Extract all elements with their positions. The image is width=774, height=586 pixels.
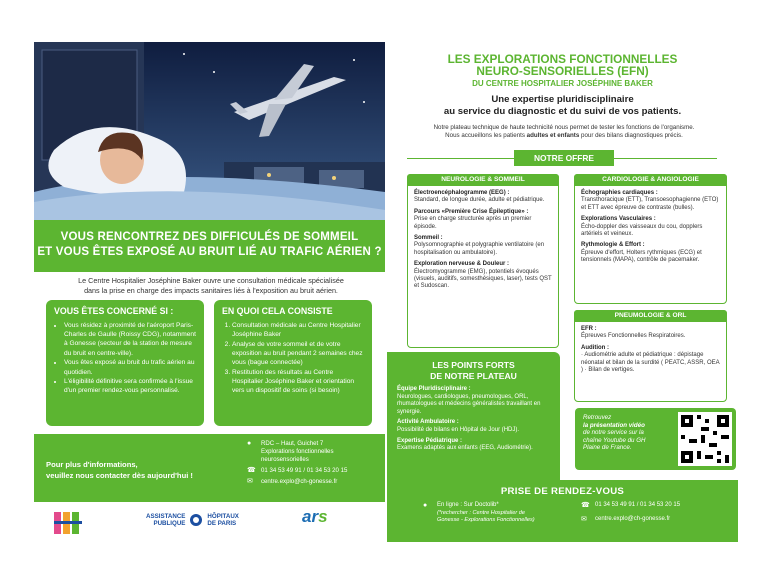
page-title: [387, 54, 738, 77]
right-page: [387, 42, 738, 542]
tagline-line: Une expertise pluridisciplinaire: [491, 94, 634, 105]
offre-heading: NOTRE OFFRE: [514, 150, 614, 166]
service-text: Écho-doppler des vaisseaux du cou, dopplers artériels et veineux.: [581, 223, 703, 238]
intro-line-1: Le Centre Hospitalier Joséphine Baker ouvre une consultation médicale spécialisée: [78, 276, 344, 285]
contact-phone[interactable]: 01 34 53 49 91 / 01 34 53 20 15: [261, 467, 348, 474]
concerne-title: VOUS ÊTES CONCERNÉ SI :: [54, 306, 174, 316]
phone-icon: ☎: [581, 502, 590, 509]
video-text: [583, 414, 675, 452]
consiste-title: EN QUOI CELA CONSISTE: [222, 306, 333, 316]
banner-line-1: VOUS RENCONTREZ DES DIFFICULÉS DE SOMMEIL: [60, 231, 359, 243]
address-line: RDC – Haut, Guichet 7: [261, 440, 324, 447]
page-subtitle: DU CENTRE HOSPITALIER JOSÉPHINE BAKER: [472, 79, 653, 88]
intro-text: [46, 276, 376, 296]
service-text: Épreuve d'effort, Holters rythmiques (ECG) et tensionnels (MAPA), contrôle de pacemaker.: [581, 249, 702, 264]
service-heading: Exploration nerveuse & Douleur :: [414, 261, 510, 268]
intro-line-2: dans la prise en charge des impacts sanitaires liés à l'exposition au bruit aérien.: [84, 286, 338, 295]
email-icon: ✉: [247, 478, 253, 485]
appointment-title: PRISE DE RENDEZ-VOUS: [500, 486, 625, 497]
service-text: Prise en charge structurée après un premier épisode.: [414, 216, 532, 230]
forts-text: Possibilité de bilans en Hôpital de Jour (HDJ).: [397, 426, 520, 433]
address-line: neurosensorielles: [261, 456, 309, 463]
service-heading: Audition :: [581, 344, 609, 351]
qr-code[interactable]: [678, 412, 732, 466]
service-heading: EFR :: [581, 326, 597, 332]
hero-image: [34, 42, 385, 220]
service-heading: Parcours «Première Crise Épileptique» :: [414, 208, 529, 215]
online-link[interactable]: En ligne : Sur Doctolib*: [437, 502, 499, 508]
appointment-bar: [387, 480, 738, 542]
ars-text: s: [318, 507, 328, 526]
forts-heading: Activité Ambulatoire :: [397, 419, 459, 426]
consiste-card: [214, 300, 372, 426]
email-icon: ✉: [581, 515, 587, 523]
question-banner: [34, 220, 385, 272]
pneumo-box: [574, 310, 727, 402]
service-heading: Électroencéphalogramme (EEG) :: [414, 190, 510, 196]
video-line: de notre service sur la: [583, 429, 644, 437]
forts-title-line: LES POINTS FORTS: [432, 360, 515, 370]
list-item: • Vous êtes exposé au bruit du trafic aérien au quotidien.: [64, 358, 196, 376]
aphp-logo: [146, 513, 239, 527]
description: [399, 124, 729, 141]
left-page: [34, 42, 385, 542]
appointment-contact: [581, 502, 680, 529]
ars-text: ar: [302, 507, 319, 526]
address-line: Explorations fonctionnelles: [261, 448, 334, 455]
forts-heading: Équipe Pluridisciplinaire :: [397, 386, 471, 392]
title-line: NEURO-SENSORIELLES (EFN): [476, 63, 649, 78]
list-item: • Vous résidez à proximité de l'aéroport Paris-Charles de Gaulle (Roissy CDG), notamment à Gonesse (secteur de la station de mesure du bruit en centre-ville).: [64, 321, 196, 358]
service-text: Standard, de longue durée, adulte et pédiatrique.: [414, 197, 545, 204]
desc-emphasis: adultes et enfants: [526, 132, 580, 140]
video-promo: [575, 408, 736, 470]
list-item: 1. Consultation médicale au Centre Hospitalier Joséphine Baker: [232, 321, 364, 339]
contact-text: [46, 459, 193, 481]
list-item: 3. Restitution des résultats au Centre Hospitalier Joséphine Baker et orientation vers un dispositif de soins (si besoin): [232, 368, 364, 396]
service-heading: Rythmologie & Effort :: [581, 242, 645, 249]
tagline-line: au service du diagnostic et du suivi de vos patients.: [443, 105, 682, 117]
contact-line-2: veuillez nous contacter dès aujourd'hui !: [46, 471, 193, 480]
appointment-phone[interactable]: 01 34 53 49 91 / 01 34 53 20 15: [595, 502, 681, 508]
forts-text: Examens adaptés aux enfants (EEG, Audiométrie).: [397, 445, 533, 452]
aphp-text: PUBLIQUE: [153, 520, 186, 527]
forts-text: Neurologues, cardiologues, pneumologues, ORL, rhumatologues et médecins généralistes travaillant en synergie.: [397, 393, 541, 415]
ars-logo: [302, 507, 328, 527]
partner-logos: [34, 505, 385, 542]
service-text: Transthoracique (ETT), Transoesophagienne (ETO) et ETT avec épreuve de contraste (bulles).: [581, 197, 719, 211]
tagline: [387, 94, 738, 117]
aphp-text: ASSISTANCE: [146, 513, 186, 520]
service-text: Électromyogramme (EMG), potentiels évoqués (visuels, auditifs, somesthésiques, laser), tests QST et Sudoscan.: [414, 268, 552, 290]
hospital-logo: [52, 509, 86, 537]
list-item: 2. Analyse de votre sommeil et de votre exposition au bruit pendant 2 semaines chez vous (bague connectée): [232, 340, 364, 368]
appointment-online: [423, 502, 535, 531]
service-heading: Échographies cardiaques :: [581, 190, 658, 196]
desc-text: pour des bilans diagnostiques précis.: [579, 132, 683, 140]
service-heading: Explorations Vasculaires :: [581, 216, 656, 223]
list-item: • L'éligibilité définitive sera confirmée à l'issue d'un premier rendez-vous personnalisé.: [64, 377, 196, 395]
cardio-title: CARDIOLOGIE & ANGIOLOGIE: [574, 174, 727, 186]
video-line: la présentation vidéo: [583, 421, 645, 429]
title-line: LES EXPLORATIONS FONCTIONNELLES: [447, 52, 678, 66]
pneumo-title: PNEUMOLOGIE & ORL: [574, 310, 727, 322]
service-text: · Audiométrie adulte et pédiatrique : dépistage néonatal et bilan de la surdité ( PEATC, ASSR, OEA ) · Bilan de vertiges.: [581, 352, 720, 374]
neuro-box: [407, 174, 559, 348]
hero-illustration: [34, 42, 385, 220]
banner-line-2: ET VOUS ÊTES EXPOSÉ AU BRUIT LIÉ AU TRAFIC AÉRIEN ?: [37, 246, 382, 258]
online-note: Gonesse - Explorations Fonctionnelles): [437, 517, 535, 524]
contact-line-1: Pour plus d'informations,: [46, 460, 138, 469]
service-text: Polysomnographie et polygraphie ventilatoire (en hospitalisation ou ambulatoire).: [414, 242, 545, 256]
desc-line: Notre plateau technique de haute technicité nous permet de tester les fonctions de l'organisme.: [433, 124, 695, 131]
service-heading: Sommeil :: [414, 235, 443, 242]
video-line: chaîne Youtube du GH: [583, 436, 646, 444]
aphp-emblem-icon: [189, 513, 203, 527]
person-icon: ●: [247, 440, 252, 447]
video-line: Plaine de France.: [583, 444, 632, 452]
online-note: (*rechercher : Centre Hospitalier de: [437, 509, 525, 516]
service-text: Épreuves Fonctionnelles Respiratoires.: [581, 333, 686, 340]
aphp-text: HÔPITAUX: [207, 513, 239, 520]
appointment-email[interactable]: centre.explo@ch-gonesse.fr: [595, 515, 671, 522]
phone-icon: ☎: [247, 467, 256, 474]
concerne-card: [46, 300, 204, 426]
contact-bar: [34, 434, 385, 502]
cardio-box: [574, 174, 727, 304]
contact-info: [247, 440, 347, 489]
aphp-text: DE PARIS: [207, 520, 237, 527]
neuro-title: NEUROLOGIE & SOMMEIL: [407, 174, 559, 186]
video-line: Retrouvez: [583, 414, 612, 421]
contact-email[interactable]: centre.explo@ch-gonesse.fr: [261, 478, 338, 485]
person-icon: ●: [423, 502, 428, 509]
qr-code-icon: [681, 415, 729, 463]
forts-title-line: DE NOTRE PLATEAU: [430, 371, 517, 381]
forts-heading: Expertise Pédiatrique :: [397, 437, 463, 444]
desc-text: Nous accueillons les patients: [445, 132, 527, 140]
